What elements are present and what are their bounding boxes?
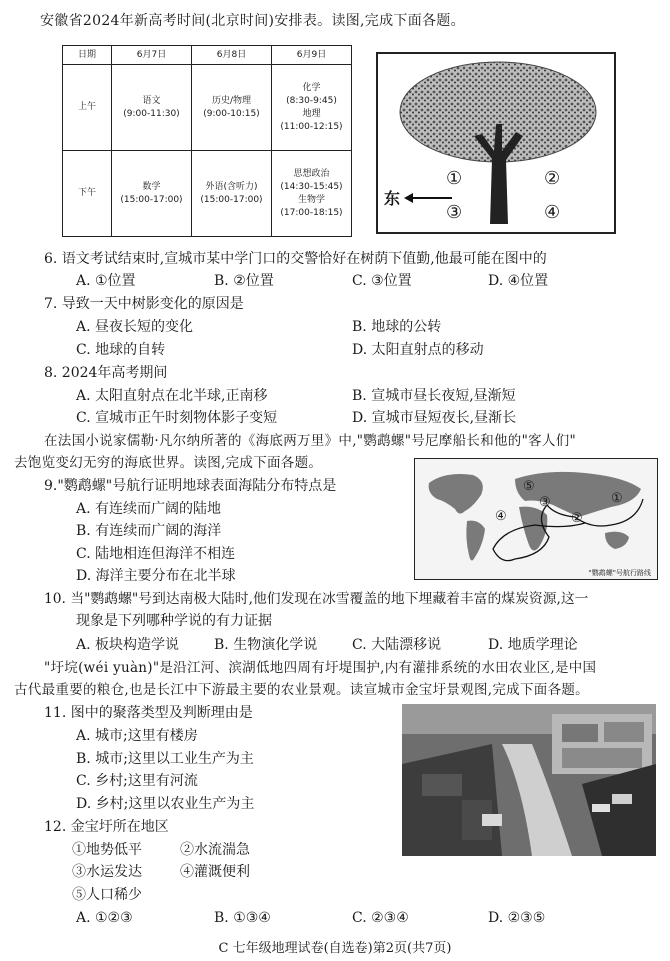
q12-statement-4: ④灌溉便利: [180, 864, 250, 880]
q7-option-d: D. 太阳直射点的移动: [352, 342, 484, 358]
subject-name: 思想政治: [293, 168, 330, 179]
row-label-am: 上午: [63, 65, 112, 151]
exam-time: (15:00-17:00): [120, 194, 183, 205]
subject-name: 外语(含听力): [205, 181, 258, 192]
question-6-stem: 6. 语文考试结束时,宣城市某中学门口的交警恰好在树荫下值勤,他最可能在图中的: [44, 251, 547, 267]
table-cell: [192, 151, 272, 237]
q6-option-b: B. ②位置: [214, 273, 274, 289]
q12-statement-5: ⑤人口稀少: [72, 887, 142, 903]
q7-option-c: C. 地球的自转: [76, 342, 166, 358]
marker-1: ①: [446, 168, 463, 189]
subject-name: 生物学: [297, 194, 325, 205]
exam-time: (8:30-9:45): [286, 95, 337, 106]
q10-option-d: D. 地质学理论: [488, 637, 578, 653]
exam-time: (11:00-12:15): [280, 121, 343, 132]
exam-time: (15:00-17:00): [200, 194, 263, 205]
table-header-cell: 日期: [63, 46, 112, 65]
question-10-stem: 10. 当"鹦鹉螺"号到达南极大陆时,他们发现在冰雪覆盖的地下埋藏着丰富的煤炭资源,这一: [44, 591, 589, 607]
jinbaowei-aerial-photo: [402, 704, 656, 856]
q8-option-a: A. 太阳直射点在北半球,正南移: [76, 388, 268, 404]
q9-option-a: A. 有连续而广阔的陆地: [76, 501, 222, 517]
table-cell: [192, 65, 272, 151]
intro-text-3-cont: 古代最重要的粮仓,也是长江中下游最主要的农业景观。读宣城市金宝圩景观图,完成下面各题。: [14, 682, 589, 698]
table-cell: [272, 151, 352, 237]
question-9-stem: 9."鹦鹉螺"号航行证明地球表面海陆分布特点是: [44, 478, 337, 494]
table-header-cell: 6月9日: [272, 46, 352, 65]
exam-time: (9:00-10:15): [203, 108, 260, 119]
intro-text-2: 在法国小说家儒勒·凡尔纳所著的《海底两万里》中,"鹦鹉螺"号尼摩船长和他的"客人们": [44, 433, 577, 449]
q11-option-b: B. 城市;这里以工业生产为主: [76, 751, 254, 767]
q12-statement-3: ③水运发达: [72, 864, 142, 880]
page-footer: C 七年级地理试卷(自选卷)第2页(共7页): [218, 941, 452, 956]
route-marker-2: ②: [571, 511, 583, 526]
exam-schedule-table: [62, 45, 352, 237]
q10-option-b: B. 生物演化学说: [214, 637, 318, 653]
q9-option-b: B. 有连续而广阔的海洋: [76, 523, 222, 539]
subject-name: 语文: [142, 95, 161, 106]
exam-time: (9:00-11:30): [123, 108, 180, 119]
route-marker-4: ④: [495, 509, 507, 524]
intro-text-1: 安徽省2024年新高考时间(北京时间)安排表。读图,完成下面各题。: [40, 13, 465, 29]
table-cell: [272, 65, 352, 151]
question-12-stem: 12. 金宝圩所在地区: [44, 819, 169, 835]
q6-option-a: A. ①位置: [76, 273, 136, 289]
table-cell: [112, 65, 192, 151]
table-header-cell: 6月8日: [192, 46, 272, 65]
east-arrow-icon: [404, 192, 454, 204]
q8-option-c: C. 宣城市正午时刻物体影子变短: [76, 410, 278, 426]
question-7-stem: 7. 导致一天中树影变化的原因是: [44, 296, 244, 312]
exam-time: (14:30-15:45): [280, 181, 343, 192]
q8-option-d: D. 宣城市昼短夜长,昼渐长: [352, 410, 517, 426]
question-11-stem: 11. 图中的聚落类型及判断理由是: [44, 705, 253, 721]
intro-text-3: "圩垸(wéi yuàn)"是沿江河、滨湖低地四周有圩堤围护,内有灌排系统的水田农业区,是中国: [44, 660, 597, 676]
world-map-figure: [414, 458, 658, 580]
tree-illustration: [378, 54, 614, 232]
exam-time: (17:00-18:15): [280, 207, 343, 218]
q11-option-c: C. 乡村;这里有河流: [76, 773, 198, 789]
subject-name: 化学: [302, 82, 321, 93]
subject-name: 数学: [142, 181, 161, 192]
route-marker-3: ③: [539, 495, 551, 510]
q6-option-c: C. ③位置: [352, 273, 412, 289]
row-label-pm: 下午: [63, 151, 112, 237]
q12-option-a: A. ①②③: [76, 910, 133, 926]
question-8-stem: 8. 2024年高考期间: [44, 365, 168, 381]
aerial-photo-image: [402, 704, 656, 856]
map-caption: "鹦鹉螺"号航行路线: [588, 569, 651, 577]
east-label: 东: [384, 189, 401, 208]
q7-option-b: B. 地球的公转: [352, 319, 442, 335]
q12-option-b: B. ①③④: [214, 910, 271, 926]
table-cell: [112, 151, 192, 237]
route-marker-5: ⑤: [523, 479, 535, 494]
q12-option-c: C. ②③④: [352, 910, 409, 926]
route-marker-1: ①: [611, 491, 623, 506]
q12-statement-1: ①地势低平: [72, 842, 142, 858]
q10-option-a: A. 板块构造学说: [76, 637, 180, 653]
q12-statement-2: ②水流湍急: [180, 842, 250, 858]
q9-option-c: C. 陆地相连但海洋不相连: [76, 546, 236, 562]
q11-option-a: A. 城市;这里有楼房: [76, 728, 198, 744]
q9-option-d: D. 海洋主要分布在北半球: [76, 568, 236, 584]
q6-option-d: D. ④位置: [488, 273, 549, 289]
marker-3: ③: [446, 202, 463, 223]
q12-option-d: D. ②③⑤: [488, 910, 546, 926]
q10-option-c: C. 大陆漂移说: [352, 637, 442, 653]
subject-name: 地理: [302, 108, 321, 119]
marker-2: ②: [544, 168, 561, 189]
intro-text-2-cont: 去饱览变幻无穷的海底世界。读图,完成下面各题。: [14, 455, 323, 471]
marker-4: ④: [544, 202, 561, 223]
question-10-stem-cont: 现象是下列哪种学说的有力证据: [76, 613, 272, 629]
world-map: [415, 459, 657, 579]
q11-option-d: D. 乡村;这里以农业生产为主: [76, 796, 255, 812]
tree-shadow-figure: [376, 52, 616, 234]
q7-option-a: A. 昼夜长短的变化: [76, 319, 194, 335]
subject-name: 历史/物理: [211, 95, 252, 106]
table-header-cell: 6月7日: [112, 46, 192, 65]
q8-option-b: B. 宣城市昼长夜短,昼渐短: [352, 388, 516, 404]
